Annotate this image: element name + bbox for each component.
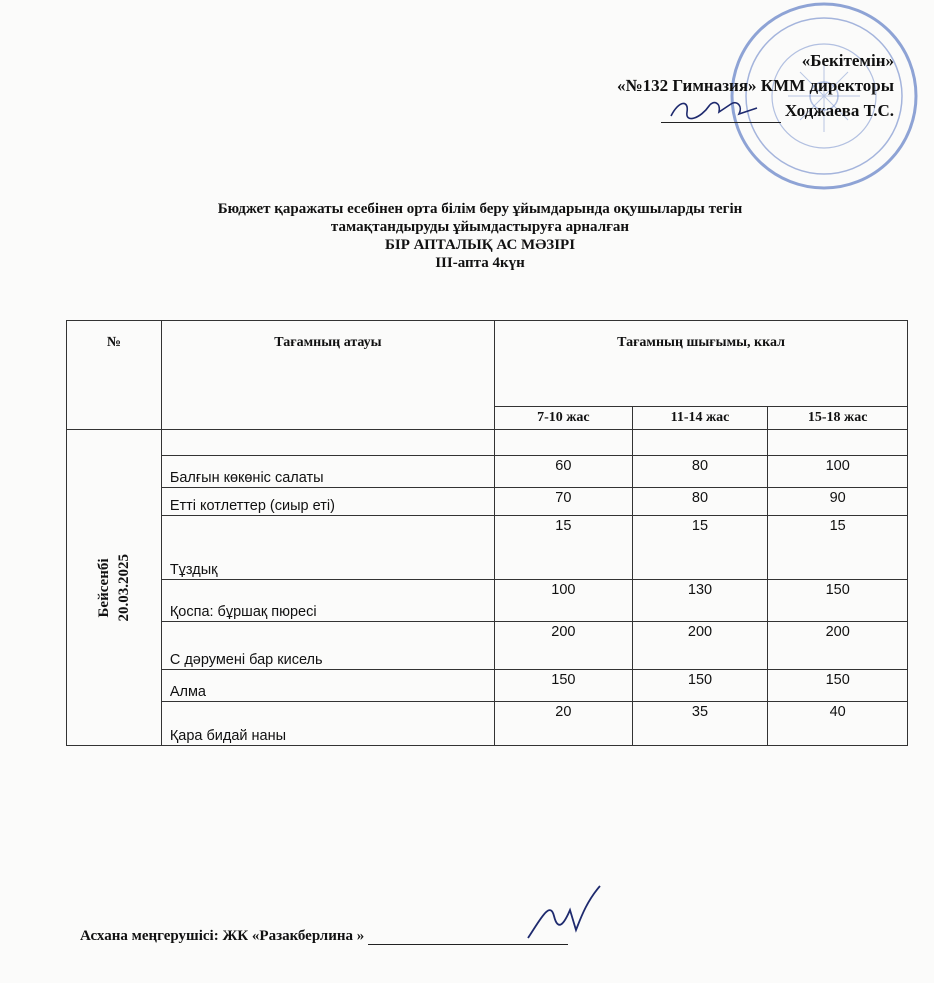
kcal-11-14: 130 xyxy=(632,580,768,622)
kcal-11-14: 15 xyxy=(632,516,768,580)
spacer-cell xyxy=(161,430,494,456)
kcal-11-14: 200 xyxy=(632,622,768,670)
kcal-15-18: 150 xyxy=(768,580,908,622)
director-signature-line xyxy=(661,104,781,123)
kcal-7-10: 15 xyxy=(495,516,633,580)
director-name: Ходжаева Т.С. xyxy=(784,101,894,120)
header-age-11-14: 11-14 жас xyxy=(632,407,768,430)
heading-line-3: БІР АПТАЛЫҚ АС МӘЗІРІ xyxy=(384,237,576,253)
approval-director-line xyxy=(617,98,894,123)
approval-block xyxy=(617,48,894,123)
header-dish-name: Тағамның атауы xyxy=(161,321,494,430)
spacer-cell xyxy=(768,430,908,456)
spacer-cell xyxy=(632,430,768,456)
dish-name: Алма xyxy=(161,670,494,702)
kcal-11-14: 150 xyxy=(632,670,768,702)
menu-table xyxy=(66,320,908,746)
kcal-11-14: 35 xyxy=(632,702,768,746)
kcal-7-10: 100 xyxy=(495,580,633,622)
kcal-7-10: 70 xyxy=(495,488,633,516)
kcal-7-10: 150 xyxy=(495,670,633,702)
dish-name: С дәрумені бар кисель xyxy=(161,622,494,670)
table-row xyxy=(67,488,908,516)
kcal-7-10: 20 xyxy=(495,702,633,746)
footer-manager xyxy=(80,928,568,945)
approval-organization: «№132 Гимназия» КММ директоры xyxy=(617,76,894,95)
day-name: Бейсенбі xyxy=(95,557,112,618)
signature-line xyxy=(368,930,568,945)
kcal-15-18: 40 xyxy=(768,702,908,746)
day-date: 20.03.2025 xyxy=(115,553,132,622)
dish-name: Етті котлеттер (сиыр еті) xyxy=(161,488,494,516)
kcal-7-10: 60 xyxy=(495,456,633,488)
header-age-7-10: 7-10 жас xyxy=(495,407,633,430)
table-row xyxy=(67,670,908,702)
header-yield: Тағамның шығымы, ккал xyxy=(495,321,908,407)
kcal-15-18: 200 xyxy=(768,622,908,670)
heading-line-1: Бюджет қаражаты есебінен орта білім беру ұйымдарында оқушыларды тегін xyxy=(217,201,743,217)
spacer-cell xyxy=(495,430,633,456)
approval-title: «Бекітемін» xyxy=(801,51,894,70)
kcal-15-18: 150 xyxy=(768,670,908,702)
heading-line-4: ІІІ-апта 4күн xyxy=(435,255,525,271)
header-age-15-18: 15-18 жас xyxy=(768,407,908,430)
day-date-cell xyxy=(67,430,162,746)
table-row xyxy=(67,580,908,622)
header-number: № xyxy=(67,321,162,430)
kcal-11-14: 80 xyxy=(632,456,768,488)
footer-label: Асхана меңгерушісі: ЖК «Разакберлина » xyxy=(80,928,365,944)
dish-name: Қоспа: бұршақ пюресі xyxy=(161,580,494,622)
kcal-15-18: 90 xyxy=(768,488,908,516)
heading-line-2: тамақтандыруды ұйымдастыруға арналған xyxy=(330,219,630,235)
dish-name: Қара бидай наны xyxy=(161,702,494,746)
dish-name: Тұздық xyxy=(161,516,494,580)
director-signature xyxy=(661,98,781,122)
kcal-11-14: 80 xyxy=(632,488,768,516)
table-row xyxy=(67,516,908,580)
document-heading xyxy=(100,200,860,272)
table-row xyxy=(67,702,908,746)
table-row xyxy=(67,622,908,670)
kcal-15-18: 100 xyxy=(768,456,908,488)
kcal-15-18: 15 xyxy=(768,516,908,580)
table-row xyxy=(67,456,908,488)
dish-name: Балғын көкөніс салаты xyxy=(161,456,494,488)
kcal-7-10: 200 xyxy=(495,622,633,670)
